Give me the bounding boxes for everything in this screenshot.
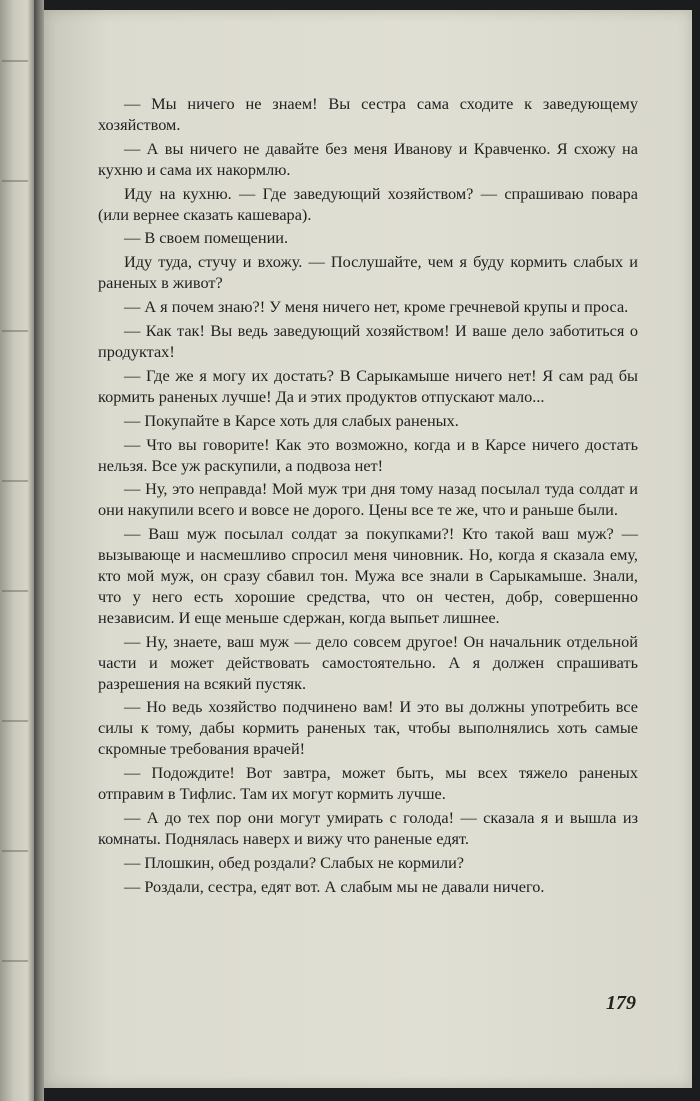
- bleed-through-line: [2, 850, 28, 852]
- book-gutter: [34, 0, 44, 1101]
- paragraph: — Роздали, сестра, едят вот. А слабым мы не давали ничего.: [124, 876, 545, 896]
- paragraph: — Ну, знаете, ваш муж — дело совсем другое! Он начальник отдельной части и может действовать самостоятельно. А я должен спрашивать разрешения на всякий пустяк.: [98, 631, 638, 693]
- page-number: 179: [606, 992, 636, 1014]
- paragraph: — Мы ничего не знаем! Вы сестра сама сходите к заведующему хозяйством.: [98, 94, 638, 134]
- paragraph: — Как так! Вы ведь заведующий хозяйством! И ваше дело заботиться о продуктах!: [98, 321, 638, 361]
- paragraph: — Что вы говорите! Как это возможно, когда и в Карсе ничего достать нельзя. Все уж раскупили, а подвоза нет!: [98, 434, 638, 475]
- bleed-through-line: [2, 60, 28, 62]
- paragraph: — Где же я могу их достать? В Сарыкамыше ничего нет! Я сам рад бы кормить раненых лучше! Да и этих продуктов отпускают мало...: [98, 365, 638, 406]
- bleed-through-line: [2, 180, 28, 182]
- paragraph: — А я почем знаю?! У меня ничего нет, кроме гречневой крупы и проса.: [124, 297, 629, 317]
- body-text: [98, 94, 638, 901]
- bleed-through-line: [2, 330, 28, 332]
- bleed-through-line: [2, 960, 28, 962]
- paragraph: — В своем помещении.: [124, 228, 289, 248]
- bleed-through-line: [2, 720, 28, 722]
- paragraph: — А вы ничего не давайте без меня Иванову и Кравченко. Я схожу на кухню и сама их накормлю.: [98, 138, 638, 179]
- paragraph: Иду туда, стучу и вхожу. — Послушайте, чем я буду кормить слабых и раненых в живот?: [98, 252, 638, 293]
- paragraph: — Плошкин, обед роздали? Слабых не кормили?: [124, 852, 465, 872]
- paragraph: — Но ведь хозяйство подчинено вам! И это вы должны употребить все силы к тому, дабы кормить раненых так, чтобы выполнялись хоть самые скромные требования врачей!: [98, 697, 638, 759]
- paragraph: Иду на кухню. — Где заведующий хозяйством? — спрашиваю повара (или вернее сказать кашевара).: [98, 183, 638, 224]
- paragraph: — Покупайте в Карсе хоть для слабых раненых.: [124, 410, 459, 430]
- paragraph: — Подождите! Вот завтра, может быть, мы всех тяжело раненых отправим в Тифлис. Там их могут кормить лучше.: [98, 763, 638, 804]
- book-page: [44, 10, 692, 1088]
- paragraph: — Ну, это неправда! Мой муж три дня тому назад посылал туда солдат и они накупили всего и вовсе не дорого. Цены все те же, что и раньше были.: [98, 479, 638, 520]
- paragraph: — А до тех пор они могут умирать с голода! — сказала я и вышла из комнаты. Поднялась наверх и вижу что раненые едят.: [98, 808, 638, 848]
- previous-page-edge: [0, 0, 34, 1101]
- bleed-through-line: [2, 590, 28, 592]
- paragraph: — Ваш муж посылал солдат за покупками?! Кто такой ваш муж? — вызывающе и насмешливо спросил меня чиновник. Но, когда я сказала ему, кто мой муж, он сразу сбавил тон. Мужа все знали в Сарыкамыше. Знали, что у него есть хорошие средства, что он честен, добр, совершенно независим. И еще меньше сдержан, когда выпьет лишнее.: [98, 524, 638, 627]
- bleed-through-line: [2, 480, 28, 482]
